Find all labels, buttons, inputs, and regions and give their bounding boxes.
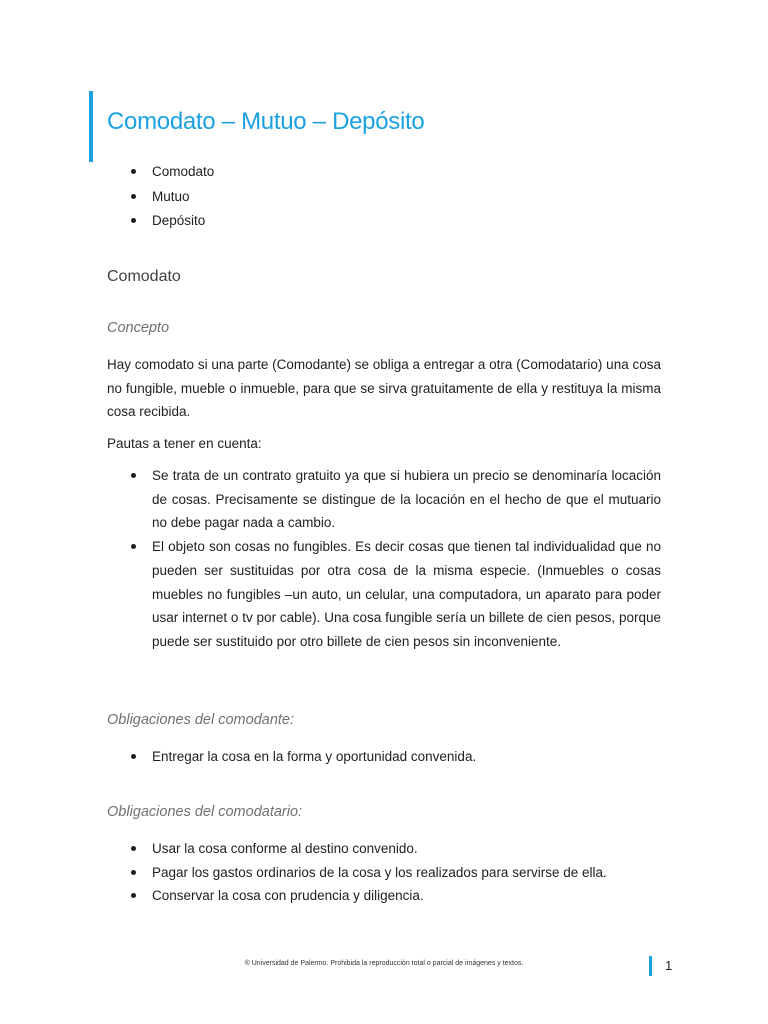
toc-item: Depósito [107, 209, 667, 234]
comodatario-heading: Obligaciones del comodatario: [107, 804, 303, 820]
table-of-contents [107, 160, 667, 234]
list-item: Entregar la cosa en la forma y oportunidad convenida. [107, 745, 661, 769]
comodante-list [107, 745, 661, 769]
concept-heading: Concepto [107, 320, 170, 336]
list-item: Usar la cosa conforme al destino convenido. [107, 837, 661, 861]
title-accent-bar [89, 91, 93, 162]
copyright-footer: ® Universidad de Palermo. Prohibida la reproducción total o parcial de imágenes y textos. [244, 960, 524, 967]
list-item: El objeto son cosas no fungibles. Es decir cosas que tienen tal individualidad que no pueden ser sustituidas por otra cosa de la misma especie. (Inmuebles o cosas muebles no fungibles –un auto, un celular, una computadora, un aparato para poder usar internet o tv por cable). Una cosa fungible sería un billete de cien pesos, porque puede ser sustituido por otro billete de cien pesos sin inconveniente. [107, 535, 661, 654]
list-item: Se trata de un contrato gratuito ya que si hubiera un precio se denominaría locación de cosas. Precisamente se distingue de la locación en el hecho de que el mutuario no debe pagar nada a cambio. [107, 464, 661, 535]
comodante-heading: Obligaciones del comodante: [107, 712, 295, 728]
guidelines-list [107, 464, 661, 654]
document-title: Comodato – Mutuo – Depósito [107, 108, 425, 135]
toc-item: Comodato [107, 160, 667, 185]
concept-paragraph: Hay comodato si una parte (Comodante) se obliga a entregar a otra (Comodatario) una cosa no fungible, mueble o inmueble, para que se sirva gratuitamente de ella y restituya la misma cosa recibida. [107, 357, 661, 419]
page-number-accent-bar [649, 956, 652, 976]
section-heading: Comodato [107, 268, 181, 285]
list-item: Pagar los gastos ordinarios de la cosa y los realizados para servirse de ella. [107, 861, 661, 885]
page-number: 1 [665, 958, 673, 973]
guidelines-intro: Pautas a tener en cuenta: [107, 436, 262, 451]
toc-item: Mutuo [107, 185, 667, 210]
comodatario-list [107, 837, 661, 908]
list-item: Conservar la cosa con prudencia y diligencia. [107, 884, 661, 908]
